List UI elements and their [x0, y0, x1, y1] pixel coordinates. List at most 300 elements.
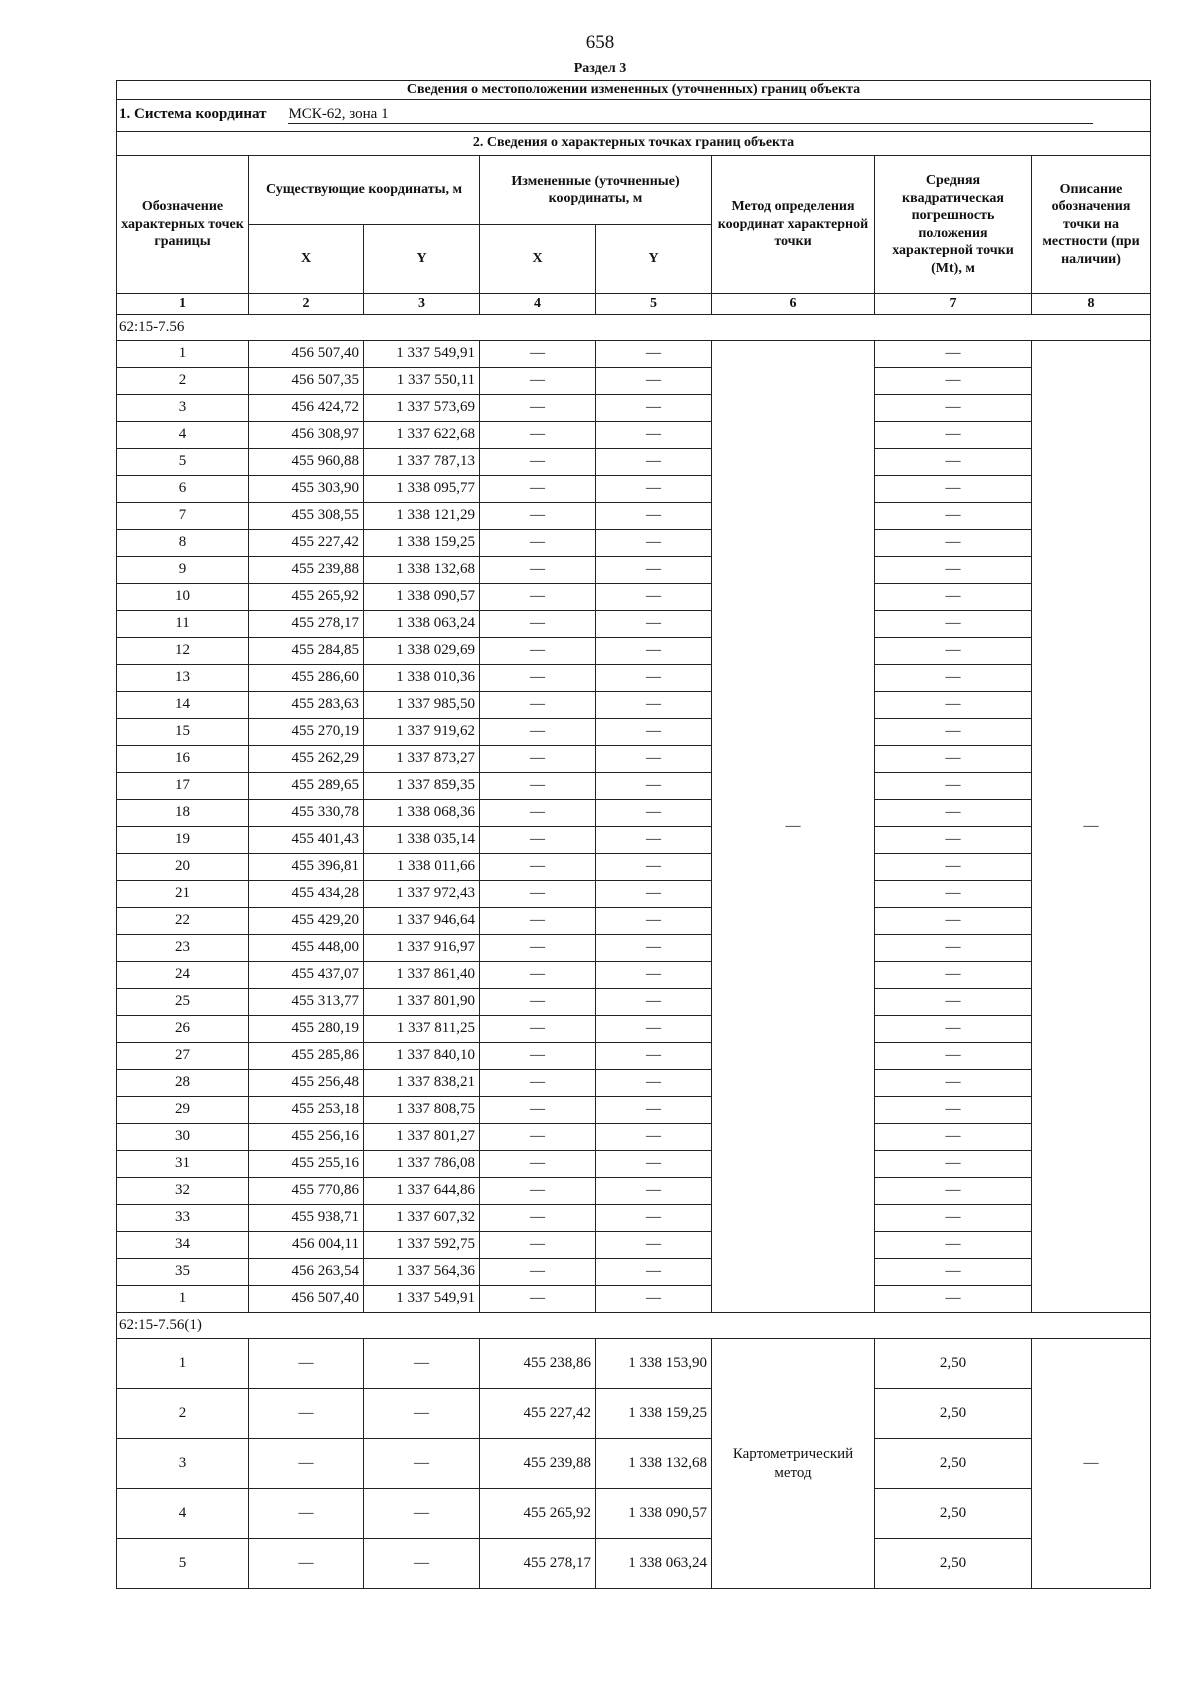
changed-y-cell: — — [596, 584, 712, 611]
existing-y-cell: — — [364, 1439, 480, 1489]
existing-x-cell: 455 437,07 — [249, 962, 364, 989]
table-row — [117, 503, 1151, 530]
existing-y-cell: 1 337 644,86 — [364, 1178, 480, 1205]
rms-error-cell: — — [875, 449, 1032, 476]
changed-x-cell: — — [480, 719, 596, 746]
changed-x-cell: — — [480, 800, 596, 827]
existing-x-cell: 455 434,28 — [249, 881, 364, 908]
existing-y-cell: — — [364, 1339, 480, 1389]
existing-y-cell: 1 337 549,91 — [364, 1286, 480, 1313]
changed-y-cell: — — [596, 854, 712, 881]
changed-y-cell: — — [596, 665, 712, 692]
header-method: Метод определения координат характерной точки — [712, 156, 875, 294]
existing-y-cell: 1 337 811,25 — [364, 1016, 480, 1043]
existing-y-cell: 1 337 808,75 — [364, 1097, 480, 1124]
rms-error-cell: — — [875, 1097, 1032, 1124]
existing-x-cell: 455 227,42 — [249, 530, 364, 557]
changed-x-cell: — — [480, 638, 596, 665]
point-number-cell: 31 — [117, 1151, 249, 1178]
table-row — [117, 962, 1151, 989]
changed-y-cell: 1 338 063,24 — [596, 1539, 712, 1589]
table-row — [117, 557, 1151, 584]
rms-error-cell: — — [875, 638, 1032, 665]
changed-y-cell: — — [596, 1043, 712, 1070]
changed-y-cell: — — [596, 1124, 712, 1151]
point-number-cell: 1 — [117, 1339, 249, 1389]
existing-y-cell: — — [364, 1539, 480, 1589]
table-row — [117, 1232, 1151, 1259]
table-title: Сведения о местоположении измененных (уточненных) границ объекта — [117, 81, 1151, 100]
point-number-cell: 14 — [117, 692, 249, 719]
rms-error-cell: — — [875, 665, 1032, 692]
existing-y-cell: 1 338 011,66 — [364, 854, 480, 881]
existing-y-cell: 1 337 801,27 — [364, 1124, 480, 1151]
existing-x-cell: 455 770,86 — [249, 1178, 364, 1205]
column-number: 1 — [117, 294, 249, 315]
method-cell: Картометрический метод — [712, 1339, 875, 1589]
table-row — [117, 719, 1151, 746]
changed-y-cell: — — [596, 1232, 712, 1259]
changed-y-cell: 1 338 153,90 — [596, 1339, 712, 1389]
existing-x-cell: 456 507,40 — [249, 341, 364, 368]
point-number-cell: 1 — [117, 1286, 249, 1313]
changed-y-cell: — — [596, 773, 712, 800]
changed-x-cell: — — [480, 1286, 596, 1313]
table-row — [117, 1097, 1151, 1124]
table-row — [117, 1389, 1151, 1439]
point-number-cell: 4 — [117, 422, 249, 449]
existing-x-cell: 455 256,16 — [249, 1124, 364, 1151]
header-existing-y: Y — [364, 225, 480, 294]
rms-error-cell: — — [875, 1124, 1032, 1151]
point-number-cell: 29 — [117, 1097, 249, 1124]
point-number-cell: 34 — [117, 1232, 249, 1259]
header-changed-coords: Измененные (уточненные) координаты, м — [480, 156, 712, 225]
changed-x-cell: — — [480, 692, 596, 719]
changed-y-cell: 1 338 090,57 — [596, 1489, 712, 1539]
group-row — [117, 1313, 1151, 1339]
point-number-cell: 8 — [117, 530, 249, 557]
existing-x-cell: 455 938,71 — [249, 1205, 364, 1232]
existing-y-cell: 1 337 972,43 — [364, 881, 480, 908]
header-changed-x: X — [480, 225, 596, 294]
rms-error-cell: — — [875, 692, 1032, 719]
changed-y-cell: — — [596, 422, 712, 449]
existing-y-cell: 1 338 090,57 — [364, 584, 480, 611]
page-number: 658 — [585, 32, 615, 53]
existing-x-cell: 456 507,35 — [249, 368, 364, 395]
existing-y-cell: 1 338 132,68 — [364, 557, 480, 584]
table-row — [117, 1070, 1151, 1097]
table-row — [117, 800, 1151, 827]
changed-y-cell: — — [596, 1205, 712, 1232]
changed-y-cell: — — [596, 449, 712, 476]
group-name: 62:15-7.56 — [117, 315, 1151, 341]
rms-error-cell: — — [875, 881, 1032, 908]
point-number-cell: 5 — [117, 1539, 249, 1589]
existing-x-cell: 455 239,88 — [249, 557, 364, 584]
changed-x-cell: — — [480, 1232, 596, 1259]
rms-error-cell: — — [875, 368, 1032, 395]
changed-x-cell: — — [480, 665, 596, 692]
existing-y-cell: 1 337 801,90 — [364, 989, 480, 1016]
point-number-cell: 2 — [117, 1389, 249, 1439]
existing-x-cell: 455 270,19 — [249, 719, 364, 746]
existing-x-cell: 456 507,40 — [249, 1286, 364, 1313]
changed-y-cell: — — [596, 935, 712, 962]
boundary-points-table — [116, 80, 1151, 1589]
existing-x-cell: 456 308,97 — [249, 422, 364, 449]
rms-error-cell: — — [875, 800, 1032, 827]
rms-error-cell: — — [875, 773, 1032, 800]
table-row — [117, 1286, 1151, 1313]
rms-error-cell: — — [875, 530, 1032, 557]
table-row — [117, 422, 1151, 449]
existing-x-cell: 455 253,18 — [249, 1097, 364, 1124]
changed-y-cell: — — [596, 1016, 712, 1043]
rms-error-cell: — — [875, 1259, 1032, 1286]
point-number-cell: 32 — [117, 1178, 249, 1205]
header-existing-x: X — [249, 225, 364, 294]
existing-x-cell: 456 263,54 — [249, 1259, 364, 1286]
changed-y-cell: — — [596, 1178, 712, 1205]
rms-error-cell: — — [875, 395, 1032, 422]
table-row — [117, 1124, 1151, 1151]
existing-x-cell: 455 265,92 — [249, 584, 364, 611]
table-row — [117, 368, 1151, 395]
changed-y-cell: — — [596, 476, 712, 503]
changed-y-cell: 1 338 132,68 — [596, 1439, 712, 1489]
existing-x-cell: 455 429,20 — [249, 908, 364, 935]
changed-x-cell: — — [480, 962, 596, 989]
changed-x-cell: — — [480, 908, 596, 935]
changed-x-cell: — — [480, 422, 596, 449]
existing-x-cell: 456 424,72 — [249, 395, 364, 422]
changed-x-cell: — — [480, 584, 596, 611]
table-row — [117, 1489, 1151, 1539]
rms-error-cell: 2,50 — [875, 1339, 1032, 1389]
existing-x-cell: — — [249, 1339, 364, 1389]
table-row — [117, 584, 1151, 611]
existing-y-cell: 1 338 063,24 — [364, 611, 480, 638]
existing-y-cell: 1 338 095,77 — [364, 476, 480, 503]
existing-y-cell: 1 337 622,68 — [364, 422, 480, 449]
changed-x-cell: — — [480, 746, 596, 773]
existing-y-cell: 1 338 121,29 — [364, 503, 480, 530]
existing-y-cell: 1 337 985,50 — [364, 692, 480, 719]
table-row — [117, 1178, 1151, 1205]
changed-y-cell: — — [596, 1097, 712, 1124]
changed-x-cell: 455 227,42 — [480, 1389, 596, 1439]
changed-y-cell: — — [596, 341, 712, 368]
existing-y-cell: 1 338 029,69 — [364, 638, 480, 665]
table-row — [117, 1205, 1151, 1232]
point-number-cell: 23 — [117, 935, 249, 962]
changed-y-cell: — — [596, 1151, 712, 1178]
existing-x-cell: 455 396,81 — [249, 854, 364, 881]
changed-x-cell: — — [480, 1070, 596, 1097]
existing-y-cell: 1 337 573,69 — [364, 395, 480, 422]
changed-x-cell: — — [480, 1124, 596, 1151]
point-number-cell: 5 — [117, 449, 249, 476]
existing-x-cell: 455 280,19 — [249, 1016, 364, 1043]
table-row — [117, 773, 1151, 800]
changed-y-cell: — — [596, 503, 712, 530]
column-number: 3 — [364, 294, 480, 315]
column-number: 6 — [712, 294, 875, 315]
point-number-cell: 19 — [117, 827, 249, 854]
table-row — [117, 908, 1151, 935]
rms-error-cell: — — [875, 476, 1032, 503]
rms-error-cell: — — [875, 827, 1032, 854]
point-number-cell: 15 — [117, 719, 249, 746]
point-number-cell: 3 — [117, 395, 249, 422]
point-number-cell: 33 — [117, 1205, 249, 1232]
header-rms-error: Средняя квадратическая погрешность положения характерной точки (Mt), м — [875, 156, 1032, 294]
column-number: 4 — [480, 294, 596, 315]
table-row — [117, 395, 1151, 422]
rms-error-cell: — — [875, 584, 1032, 611]
point-number-cell: 25 — [117, 989, 249, 1016]
rms-error-cell: 2,50 — [875, 1539, 1032, 1589]
point-number-cell: 26 — [117, 1016, 249, 1043]
point-number-cell: 35 — [117, 1259, 249, 1286]
changed-x-cell: — — [480, 773, 596, 800]
rms-error-cell: — — [875, 1043, 1032, 1070]
rms-error-cell: — — [875, 1232, 1032, 1259]
changed-x-cell: — — [480, 881, 596, 908]
rms-error-cell: 2,50 — [875, 1389, 1032, 1439]
existing-y-cell: 1 337 919,62 — [364, 719, 480, 746]
point-number-cell: 28 — [117, 1070, 249, 1097]
changed-x-cell: — — [480, 989, 596, 1016]
table-row — [117, 1339, 1151, 1389]
existing-y-cell: — — [364, 1389, 480, 1439]
existing-x-cell: — — [249, 1389, 364, 1439]
coordinate-system-label: 1. Система координат — [119, 105, 267, 122]
column-number: 8 — [1032, 294, 1151, 315]
point-number-cell: 12 — [117, 638, 249, 665]
table-row — [117, 341, 1151, 368]
existing-y-cell: 1 337 873,27 — [364, 746, 480, 773]
point-number-cell: 6 — [117, 476, 249, 503]
changed-x-cell: — — [480, 1097, 596, 1124]
existing-y-cell: 1 337 786,08 — [364, 1151, 480, 1178]
rms-error-cell: — — [875, 719, 1032, 746]
changed-y-cell: — — [596, 800, 712, 827]
table-row — [117, 449, 1151, 476]
rms-error-cell: 2,50 — [875, 1489, 1032, 1539]
changed-y-cell: — — [596, 395, 712, 422]
point-number-cell: 3 — [117, 1439, 249, 1489]
changed-x-cell: — — [480, 503, 596, 530]
point-number-cell: 2 — [117, 368, 249, 395]
table-row — [117, 476, 1151, 503]
header-point-designation: Обозначение характерных точек границы — [117, 156, 249, 294]
changed-x-cell: — — [480, 1151, 596, 1178]
changed-y-cell: — — [596, 908, 712, 935]
changed-x-cell: — — [480, 827, 596, 854]
point-number-cell: 17 — [117, 773, 249, 800]
changed-y-cell: — — [596, 692, 712, 719]
existing-x-cell: 455 262,29 — [249, 746, 364, 773]
table-row — [117, 827, 1151, 854]
existing-x-cell: 455 255,16 — [249, 1151, 364, 1178]
existing-x-cell: 455 286,60 — [249, 665, 364, 692]
point-number-cell: 16 — [117, 746, 249, 773]
rms-error-cell: — — [875, 989, 1032, 1016]
existing-x-cell: 455 960,88 — [249, 449, 364, 476]
table-row — [117, 1439, 1151, 1489]
existing-x-cell: 455 284,85 — [249, 638, 364, 665]
existing-y-cell: 1 337 607,32 — [364, 1205, 480, 1232]
table-row — [117, 881, 1151, 908]
rms-error-cell: — — [875, 1070, 1032, 1097]
existing-y-cell: 1 337 549,91 — [364, 341, 480, 368]
point-number-cell: 27 — [117, 1043, 249, 1070]
rms-error-cell: — — [875, 1016, 1032, 1043]
changed-y-cell: — — [596, 881, 712, 908]
changed-x-cell: 455 238,86 — [480, 1339, 596, 1389]
coordinate-system-value: МСК-62, зона 1 — [288, 107, 1093, 125]
existing-x-cell: 455 330,78 — [249, 800, 364, 827]
column-number: 5 — [596, 294, 712, 315]
point-number-cell: 4 — [117, 1489, 249, 1539]
existing-y-cell: 1 337 838,21 — [364, 1070, 480, 1097]
existing-x-cell: 455 285,86 — [249, 1043, 364, 1070]
changed-y-cell: — — [596, 638, 712, 665]
changed-y-cell: — — [596, 1259, 712, 1286]
point-number-cell: 10 — [117, 584, 249, 611]
description-cell: — — [1032, 1339, 1151, 1589]
changed-y-cell: — — [596, 1070, 712, 1097]
existing-y-cell: 1 337 787,13 — [364, 449, 480, 476]
existing-y-cell: 1 337 592,75 — [364, 1232, 480, 1259]
point-number-cell: 7 — [117, 503, 249, 530]
column-number: 7 — [875, 294, 1032, 315]
changed-x-cell: — — [480, 368, 596, 395]
header-existing-coords: Существующие координаты, м — [249, 156, 480, 225]
existing-y-cell: 1 337 840,10 — [364, 1043, 480, 1070]
changed-y-cell: — — [596, 530, 712, 557]
rms-error-cell: — — [875, 422, 1032, 449]
existing-y-cell: 1 338 159,25 — [364, 530, 480, 557]
changed-y-cell: 1 338 159,25 — [596, 1389, 712, 1439]
rms-error-cell: — — [875, 1178, 1032, 1205]
existing-y-cell: 1 337 564,36 — [364, 1259, 480, 1286]
existing-x-cell: 455 278,17 — [249, 611, 364, 638]
table-row — [117, 989, 1151, 1016]
table-row — [117, 1539, 1151, 1589]
existing-x-cell: 455 401,43 — [249, 827, 364, 854]
group-name: 62:15-7.56(1) — [117, 1313, 1151, 1339]
point-number-cell: 11 — [117, 611, 249, 638]
changed-x-cell: — — [480, 1016, 596, 1043]
existing-x-cell: 455 448,00 — [249, 935, 364, 962]
existing-x-cell: 455 289,65 — [249, 773, 364, 800]
rms-error-cell: — — [875, 341, 1032, 368]
changed-x-cell: — — [480, 449, 596, 476]
rms-error-cell: — — [875, 962, 1032, 989]
changed-y-cell: — — [596, 719, 712, 746]
changed-y-cell: — — [596, 368, 712, 395]
rms-error-cell: — — [875, 557, 1032, 584]
changed-x-cell: — — [480, 854, 596, 881]
changed-y-cell: — — [596, 827, 712, 854]
changed-x-cell: — — [480, 1043, 596, 1070]
table-row — [117, 935, 1151, 962]
changed-x-cell: — — [480, 611, 596, 638]
existing-x-cell: — — [249, 1539, 364, 1589]
point-number-cell: 18 — [117, 800, 249, 827]
changed-y-cell: — — [596, 962, 712, 989]
point-number-cell: 22 — [117, 908, 249, 935]
point-number-cell: 21 — [117, 881, 249, 908]
table-row — [117, 1043, 1151, 1070]
point-number-cell: 20 — [117, 854, 249, 881]
coordinate-system-row — [117, 100, 1151, 132]
existing-x-cell: 456 004,11 — [249, 1232, 364, 1259]
table-row — [117, 611, 1151, 638]
changed-y-cell: — — [596, 746, 712, 773]
table-row — [117, 530, 1151, 557]
existing-x-cell: 455 313,77 — [249, 989, 364, 1016]
existing-y-cell: 1 337 550,11 — [364, 368, 480, 395]
changed-x-cell: — — [480, 1205, 596, 1232]
existing-y-cell: 1 338 035,14 — [364, 827, 480, 854]
point-number-cell: 9 — [117, 557, 249, 584]
changed-x-cell: 455 239,88 — [480, 1439, 596, 1489]
existing-y-cell: 1 337 861,40 — [364, 962, 480, 989]
rms-error-cell: — — [875, 1286, 1032, 1313]
changed-x-cell: — — [480, 395, 596, 422]
header-changed-y: Y — [596, 225, 712, 294]
existing-y-cell: 1 337 946,64 — [364, 908, 480, 935]
points-section-title: 2. Сведения о характерных точках границ объекта — [117, 132, 1151, 156]
rms-error-cell: — — [875, 854, 1032, 881]
existing-y-cell: 1 337 916,97 — [364, 935, 480, 962]
table-row — [117, 746, 1151, 773]
existing-x-cell: 455 256,48 — [249, 1070, 364, 1097]
changed-x-cell: — — [480, 557, 596, 584]
changed-x-cell: — — [480, 530, 596, 557]
changed-x-cell: — — [480, 1178, 596, 1205]
existing-y-cell: 1 338 068,36 — [364, 800, 480, 827]
changed-x-cell: — — [480, 1259, 596, 1286]
rms-error-cell: — — [875, 611, 1032, 638]
table-row — [117, 665, 1151, 692]
changed-x-cell: 455 265,92 — [480, 1489, 596, 1539]
section-title: Раздел 3 — [573, 61, 627, 76]
changed-y-cell: — — [596, 611, 712, 638]
table-row — [117, 1016, 1151, 1043]
method-cell: — — [712, 341, 875, 1313]
changed-x-cell: — — [480, 341, 596, 368]
header-description: Описание обозначения точки на местности (при наличии) — [1032, 156, 1151, 294]
existing-x-cell: 455 308,55 — [249, 503, 364, 530]
existing-y-cell: 1 338 010,36 — [364, 665, 480, 692]
changed-y-cell: — — [596, 1286, 712, 1313]
existing-x-cell: 455 283,63 — [249, 692, 364, 719]
changed-x-cell: 455 278,17 — [480, 1539, 596, 1589]
table-row — [117, 1259, 1151, 1286]
point-number-cell: 13 — [117, 665, 249, 692]
rms-error-cell: — — [875, 503, 1032, 530]
changed-y-cell: — — [596, 557, 712, 584]
rms-error-cell: — — [875, 908, 1032, 935]
existing-y-cell: 1 337 859,35 — [364, 773, 480, 800]
table-row — [117, 638, 1151, 665]
